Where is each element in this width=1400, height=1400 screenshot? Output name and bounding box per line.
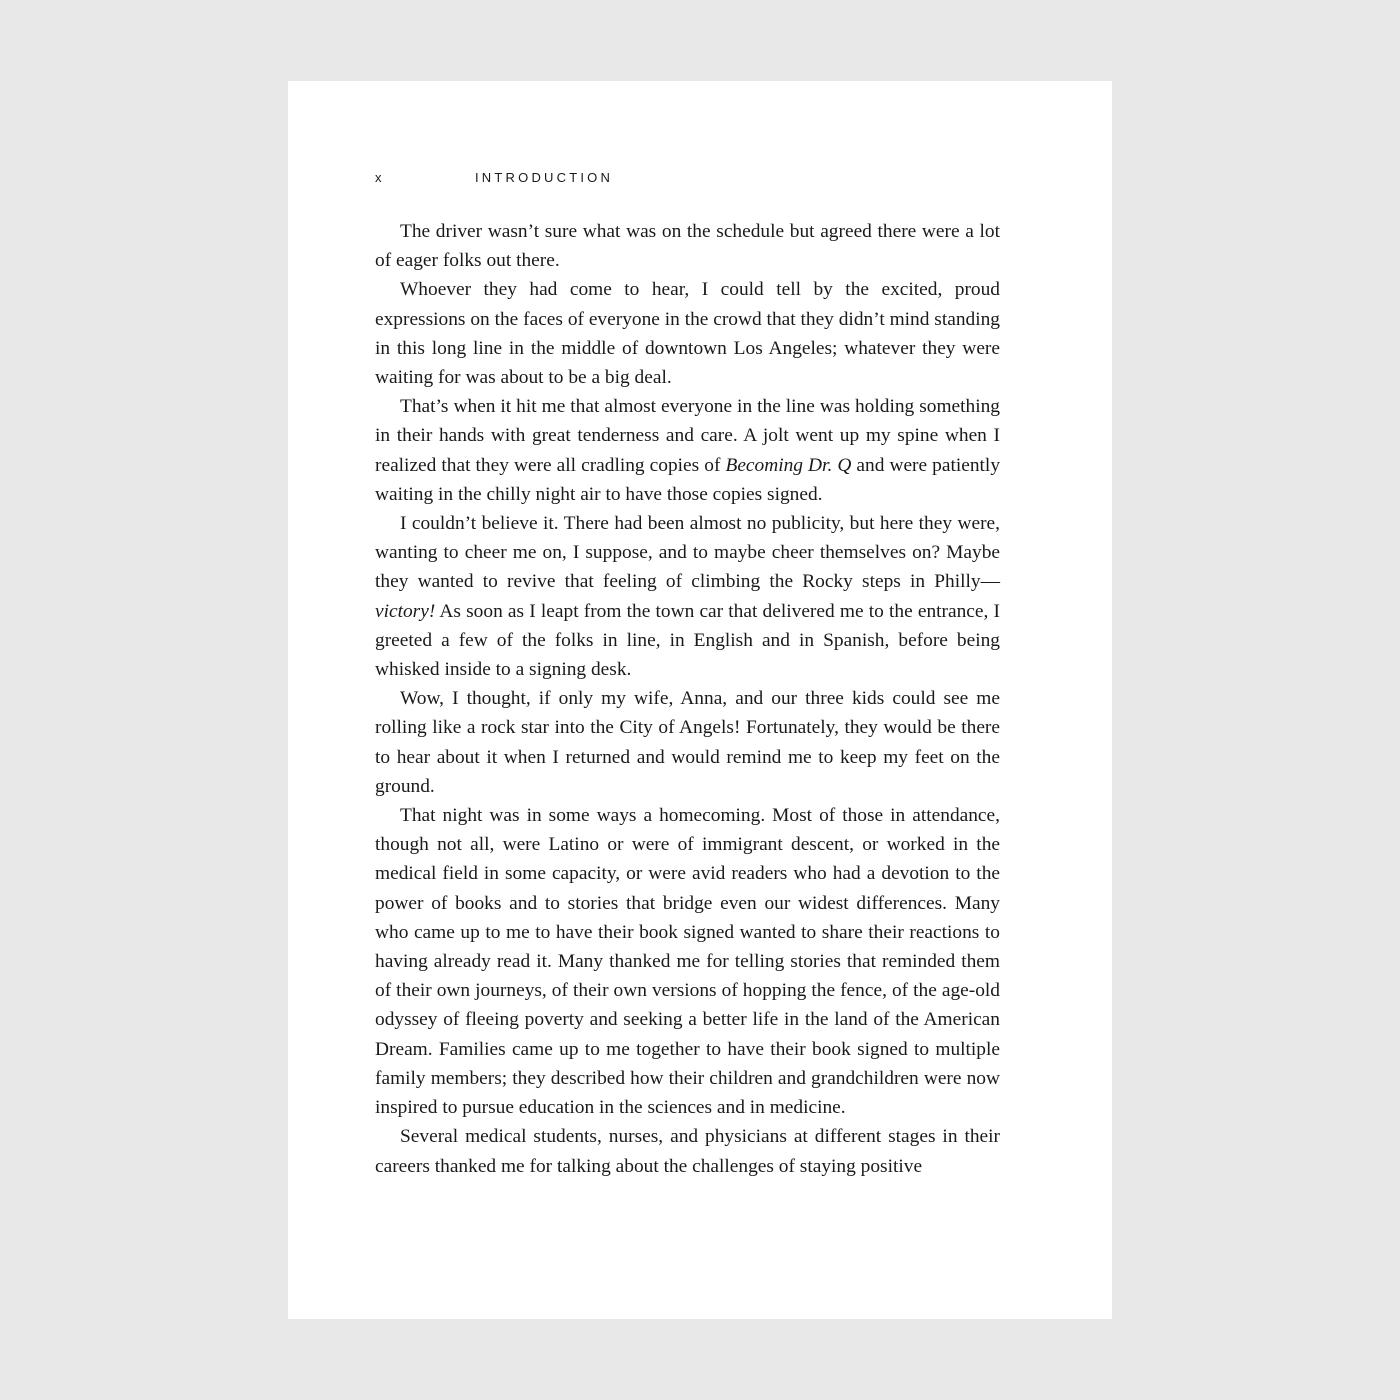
- paragraph-4-text-after: As soon as I leapt from the town car that delivered me to the entrance, I greeted a few of the folks in line, in English and in Spanish, before being whisked inside to a signing desk.: [375, 600, 1000, 681]
- body-text: [375, 217, 1000, 1181]
- paragraph-1: The driver wasn’t sure what was on the schedule but agreed there were a lot of eager folks out there.: [375, 221, 1000, 272]
- paragraph-3: [375, 392, 1000, 509]
- paragraph-2: Whoever they had come to hear, I could tell by the excited, proud expressions on the faces of everyone in the crowd that they didn’t mind standing in this long line in the middle of downtown Los Angeles; whatever they were waiting for was about to be a big deal.: [375, 279, 1000, 389]
- victory-italic: victory!: [375, 600, 436, 622]
- paragraph-4: [375, 509, 1000, 684]
- running-head-title: INTRODUCTION: [475, 170, 614, 185]
- paragraph-4-text-before: I couldn’t believe it. There had been almost no publicity, but here they were, wanting to cheer me on, I suppose, and to maybe cheer themselves on? Maybe they wanted to revive that feeling of climbing the Rocky steps in Philly—: [375, 513, 1000, 593]
- book-page: [288, 81, 1112, 1319]
- paragraph-6: That night was in some ways a homecoming. Most of those in attendance, though not all, were Latino or were of immigrant descent, or worked in the medical field in some capacity, or were avid readers who had a devotion to the power of books and to stories that bridge even our widest differences. Many who came up to me to have their book signed wanted to share their reactions to having already read it. Many thanked me for telling stories that reminded them of their own journeys, of their own versions of hopping the fence, of the age-old odyssey of fleeing poverty and seeking a better life in the land of the American Dream. Families came up to me together to have their book signed to multiple family members; they described how their children and grandchildren were now inspired to pursue education in the sciences and in medicine.: [375, 805, 1000, 1119]
- paragraph-3-text-before: That’s when it hit me that almost everyone in the line was holding something in their hands with great tenderness and care. A jolt went up my spine when I realized that they were all cradling copies of: [375, 396, 1000, 476]
- page-number: x: [375, 170, 384, 185]
- paragraph-7: Several medical students, nurses, and physicians at different stages in their careers thanked me for talking about the challenges of staying positive: [375, 1126, 1000, 1177]
- book-title-italic: Becoming Dr. Q: [725, 454, 852, 476]
- paragraph-3-text-after: and were patiently waiting in the chilly night air to have those copies signed.: [375, 454, 1001, 505]
- paragraph-5: Wow, I thought, if only my wife, Anna, and our three kids could see me rolling like a rock star into the City of Angels! Fortunately, they would be there to hear about it when I returned and would remind me to keep my feet on the ground.: [375, 688, 1000, 797]
